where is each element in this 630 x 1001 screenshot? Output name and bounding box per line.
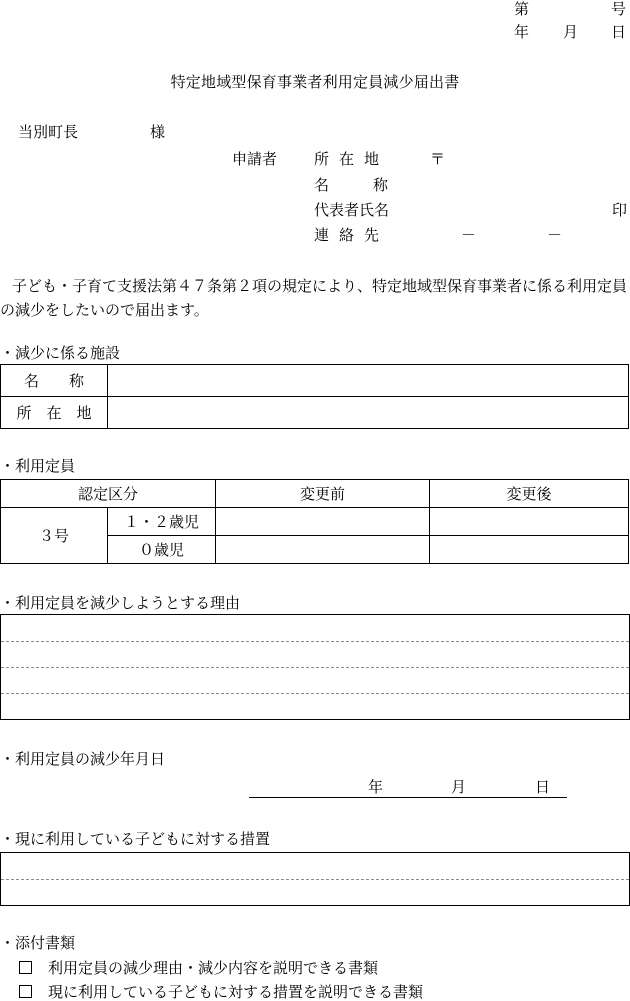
attachment-label: 現に利用している子どもに対する措置を説明できる書類	[48, 983, 424, 1001]
col-before: 変更前	[216, 480, 430, 508]
dashed-line	[1, 641, 629, 642]
date-day: 日	[535, 778, 551, 796]
checkbox-icon[interactable]	[19, 961, 32, 974]
capacity-table	[0, 479, 629, 564]
attachment-label: 利用定員の減少理由・減少内容を説明できる書類	[48, 959, 379, 977]
facility-name-input[interactable]	[108, 365, 629, 397]
contact-separator-2: －	[547, 226, 563, 244]
applicant-rep-label: 代表者氏名	[314, 201, 390, 219]
header-day: 日	[611, 23, 627, 41]
seal-mark: 印	[612, 201, 628, 219]
dashed-line	[1, 879, 629, 880]
intro-paragraph: 子ども・子育て支援法第４７条第２項の規定により、特定地域型保育事業者に係る利用定員の減少をしたいので届出ます。	[0, 277, 628, 319]
number-prefix: 第	[514, 0, 530, 18]
group-label: ３号	[1, 508, 108, 564]
before-cell[interactable]	[216, 536, 430, 564]
facility-address-input[interactable]	[108, 397, 629, 429]
facility-address-label: 所 在 地	[1, 397, 108, 429]
date-underline[interactable]	[249, 797, 567, 798]
col-after: 変更後	[430, 480, 629, 508]
row-label: １・２歳児	[108, 508, 216, 536]
reduction-date-heading: ・利用定員の減少年月日	[0, 750, 166, 768]
reason-box[interactable]	[0, 614, 630, 720]
document-title: 特定地域型保育事業者利用定員減少届出書	[170, 73, 460, 91]
after-cell[interactable]	[430, 536, 629, 564]
number-suffix: 号	[611, 0, 627, 18]
facility-table	[0, 364, 629, 429]
facility-name-label: 名 称	[1, 365, 108, 397]
after-cell[interactable]	[430, 508, 629, 536]
measures-box[interactable]	[0, 852, 630, 906]
dashed-line	[1, 693, 629, 694]
applicant-label: 申請者	[232, 150, 278, 168]
date-month: 月	[451, 778, 467, 796]
reason-heading: ・利用定員を減少しようとする理由	[0, 594, 241, 612]
capacity-heading: ・利用定員	[0, 457, 76, 475]
addressee-name: 当別町長	[18, 123, 79, 141]
attachment-item	[19, 985, 423, 1000]
date-year: 年	[368, 778, 384, 796]
applicant-contact-label: 連絡先	[314, 226, 390, 244]
col-category: 認定区分	[1, 480, 216, 508]
applicant-address-label: 所在地	[314, 150, 390, 168]
header-month: 月	[563, 23, 579, 41]
addressee-honorific: 様	[150, 123, 166, 141]
attachments-heading: ・添付書類	[0, 934, 76, 952]
facility-heading: ・減少に係る施設	[0, 344, 121, 362]
applicant-address-value[interactable]: 〒	[430, 150, 446, 168]
contact-separator-1: －	[461, 226, 477, 244]
attachment-item	[19, 961, 378, 976]
before-cell[interactable]	[216, 508, 430, 536]
checkbox-icon[interactable]	[19, 985, 32, 998]
applicant-name-label: 名称	[314, 176, 433, 194]
header-year: 年	[514, 23, 530, 41]
row-label: ０歳児	[108, 536, 216, 564]
measures-heading: ・現に利用している子どもに対する措置	[0, 830, 271, 848]
dashed-line	[1, 667, 629, 668]
